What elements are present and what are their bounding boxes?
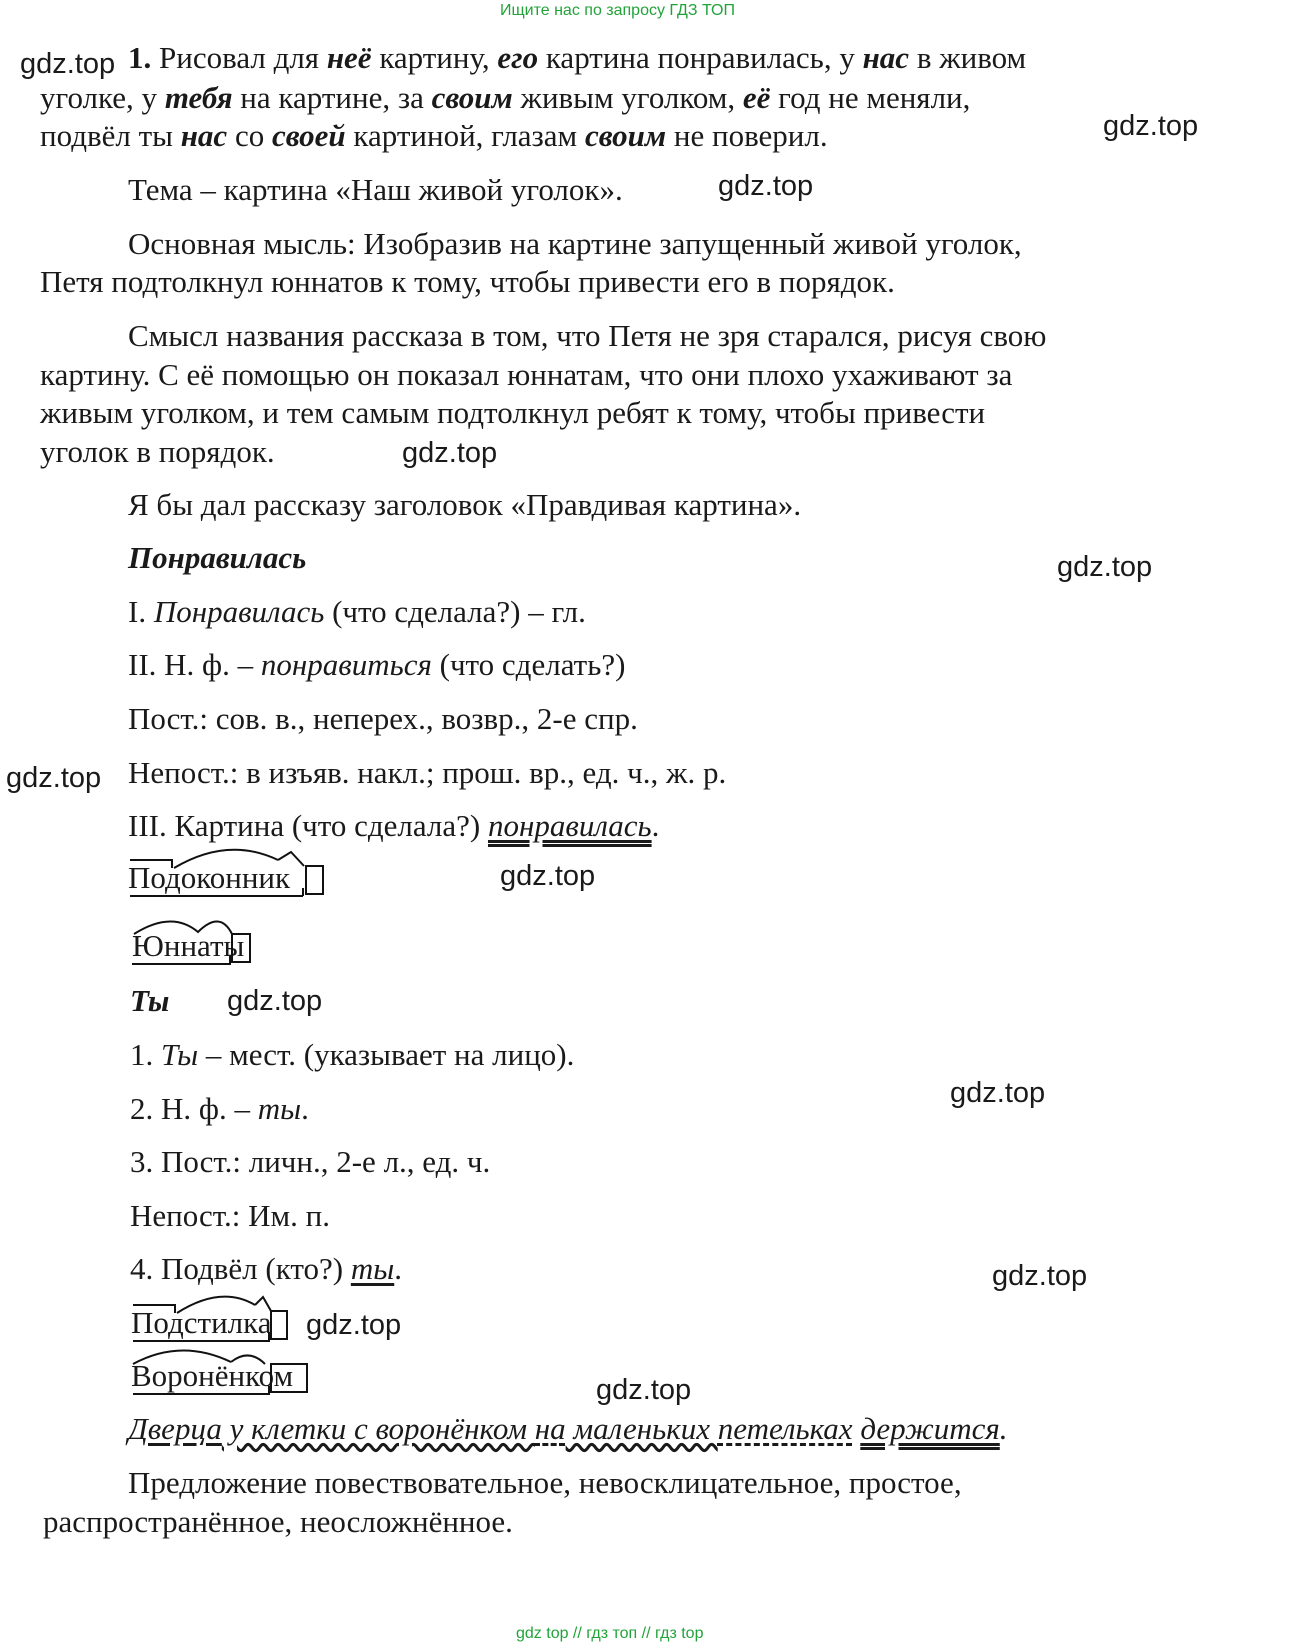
text: 4. Подвёл (кто?) [130, 1251, 351, 1286]
watermark: gdz.top [20, 48, 116, 80]
text: со [227, 118, 272, 153]
word: ты [257, 1091, 302, 1126]
verb-line-3: Пост.: сов. в., неперех., возвр., 2-е спр. [128, 701, 638, 736]
characteristic-line-2: распространённое, неосложнённое. [43, 1504, 513, 1539]
pronoun-line-5 [130, 1253, 402, 1284]
watermark: gdz.top [227, 985, 323, 1017]
text: год не меняли, [770, 80, 971, 115]
watermark: gdz.top [1057, 551, 1153, 583]
morpheme-marks [131, 1360, 321, 1400]
text: . [651, 808, 660, 843]
word: Подстилка [131, 1305, 272, 1340]
verb-line-4: Непост.: в изъяв. накл.; прош. вр., ед. ч., ж. р. [128, 755, 727, 790]
pronoun: её [742, 80, 771, 115]
meaning-line-1: Смысл названия рассказа в том, что Петя не зря старался, рисуя свою [128, 318, 1047, 353]
subject: ты [350, 1251, 395, 1286]
adverbial: петельках [717, 1411, 853, 1446]
morpheme-parse-podstilka [131, 1307, 301, 1343]
text: подвёл ты [40, 118, 181, 153]
text: (что сделать?) [431, 647, 626, 682]
characteristic-line-1: Предложение повествовательное, невосклицательное, простое, [128, 1465, 962, 1500]
text: – мест. (указывает на лицо). [198, 1037, 575, 1072]
word: Воронёнком [131, 1358, 294, 1393]
text: картина понравилась, у [538, 40, 863, 75]
watermark: gdz.top [596, 1374, 692, 1406]
pronoun-line-4: Непост.: Им. п. [130, 1198, 330, 1233]
word: Подоконник [128, 860, 291, 895]
pronoun: своим [584, 118, 667, 153]
verb-heading: Понравилась [128, 540, 307, 575]
pronoun: его [497, 40, 539, 75]
task-line-3 [40, 120, 828, 151]
task-number: 1. [128, 40, 152, 75]
morpheme-marks [128, 862, 328, 902]
idea-line-1: Основная мысль: Изобразив на картине запущенный живой уголок, [128, 226, 1022, 261]
text: III. Картина (что сделала?) [128, 808, 488, 843]
text: . [394, 1251, 402, 1286]
text: II. Н. ф. – [128, 647, 261, 682]
text: в живом [909, 40, 1027, 75]
text: на картине, за [232, 80, 432, 115]
pronoun: нас [180, 118, 228, 153]
verb-line-2 [128, 649, 625, 680]
bottom-banner[interactable]: gdz top // гдз топ // гдз top [516, 1625, 704, 1642]
watermark: gdz.top [306, 1309, 402, 1341]
morpheme-parse-yunnaty [132, 930, 262, 966]
meaning-line-4: уголок в порядок. [40, 434, 275, 469]
verb-line-1 [128, 596, 586, 627]
word: Понравилась [153, 594, 325, 629]
text: I. [128, 594, 154, 629]
text: живым уголком, [512, 80, 743, 115]
text: 1. [130, 1037, 161, 1072]
attribute: у клетки с воронёнком [221, 1411, 535, 1446]
watermark: gdz.top [1103, 110, 1199, 142]
period: . [999, 1411, 1008, 1446]
theme-line: Тема – картина «Наш живой уголок». [128, 172, 623, 207]
task-line-1 [128, 42, 1026, 73]
verb-line-5 [128, 810, 659, 841]
title-suggestion: Я бы дал рассказу заголовок «Правдивая картина». [128, 487, 802, 522]
predicate: понравилась [487, 808, 652, 843]
word: Ты [161, 1037, 199, 1072]
pronoun: своим [431, 80, 513, 115]
morpheme-parse-podokonnik [128, 862, 328, 898]
morpheme-marks [131, 1307, 301, 1347]
pronoun-line-1 [130, 1039, 574, 1070]
pronoun-line-2 [130, 1093, 309, 1124]
text: картину, [371, 40, 498, 75]
text: картиной, глазам [345, 118, 585, 153]
parsed-sentence [128, 1413, 1008, 1444]
pronoun: своей [271, 118, 346, 153]
morpheme-parse-voronenkom [131, 1360, 321, 1396]
text: уголке, у [40, 80, 165, 115]
subject: Дверца [128, 1411, 222, 1446]
pronoun-line-3: 3. Пост.: личн., 2-е л., ед. ч. [130, 1144, 491, 1179]
text: Рисовал для [151, 40, 327, 75]
word: Юннаты [132, 928, 245, 963]
attribute: маленьких [565, 1411, 718, 1446]
idea-line-2: Петя подтолкнул юннатов к тому, чтобы привести его в порядок. [40, 264, 895, 299]
text: 2. Н. ф. – [130, 1091, 258, 1126]
text: . [301, 1091, 309, 1126]
pronoun: тебя [164, 80, 233, 115]
task-line-2 [40, 82, 970, 113]
word: понравиться [260, 647, 432, 682]
watermark: gdz.top [992, 1260, 1088, 1292]
watermark: gdz.top [950, 1077, 1046, 1109]
watermark: gdz.top [718, 170, 814, 202]
watermark: gdz.top [402, 437, 498, 469]
pronoun: нас [862, 40, 910, 75]
pronoun-heading: Ты [130, 983, 170, 1018]
preposition: на [534, 1411, 566, 1446]
watermark: gdz.top [500, 860, 596, 892]
top-search-banner[interactable]: Ищите нас по запросу ГДЗ ТОП [500, 2, 735, 19]
text: не поверил. [666, 118, 828, 153]
morpheme-marks [132, 930, 262, 970]
watermark: gdz.top [6, 762, 102, 794]
meaning-line-3: живым уголком, и тем самым подтолкнул ребят к тому, чтобы привести [40, 395, 986, 430]
predicate: держится [860, 1411, 1000, 1446]
pronoun: неё [326, 40, 372, 75]
meaning-line-2: картину. С её помощью он показал юннатам, что они плохо ухаживают за [40, 357, 1013, 392]
text: (что сделала?) – гл. [324, 594, 586, 629]
